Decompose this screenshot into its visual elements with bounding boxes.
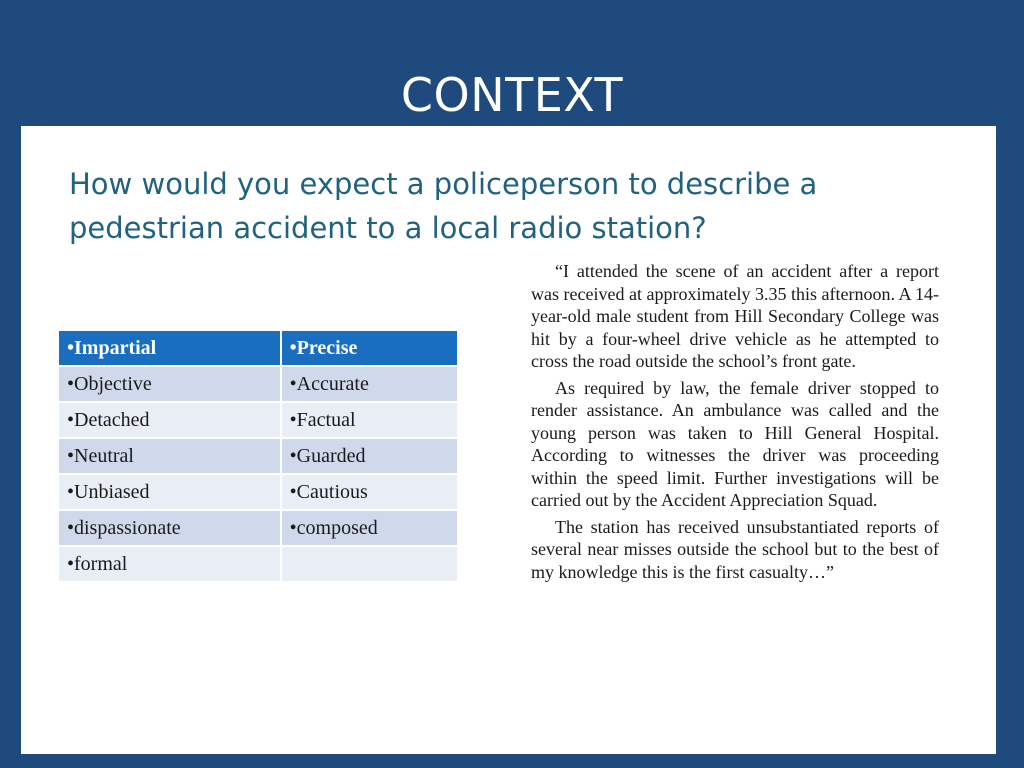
quote-paragraph: As required by law, the female driver stopped to render assistance. An ambulance was called and the young person was taken to Hill General Hospital. According to witnesses the driver was proceeding within the speed limit. Further investigations will be carried out by the Accident Appreciation Squad. (531, 377, 939, 510)
traits-table (59, 331, 459, 583)
table-header-row (59, 331, 458, 366)
table-cell: •Unbiased (59, 474, 281, 510)
table-row (59, 366, 458, 402)
content-panel (21, 126, 996, 754)
table-cell: •composed (281, 510, 458, 546)
table-cell: •Guarded (281, 438, 458, 474)
table-row (59, 546, 458, 582)
table-header-cell: •Precise (281, 331, 458, 366)
quote-paragraph: “I attended the scene of an accident after a report was received at approximately 3.35 this afternoon. A 14-year-old male student from Hill Secondary College was hit by a four-wheel drive vehicle as he attempted to cross the road outside the school’s front gate. (531, 261, 939, 371)
table-cell: •formal (59, 546, 281, 582)
table-row (59, 510, 458, 546)
table-cell: •Detached (59, 402, 281, 438)
table-header-cell: •Impartial (59, 331, 281, 366)
table-cell (281, 546, 458, 582)
police-quote (531, 260, 939, 587)
table-row (59, 438, 458, 474)
table-cell: •Neutral (59, 438, 281, 474)
slide-title: CONTEXT (400, 68, 624, 122)
table-row (59, 474, 458, 510)
question-heading: How would you expect a policeperson to describe a pedestrian accident to a local radio station? (69, 167, 818, 245)
table-cell: •Accurate (281, 366, 458, 402)
table-row (59, 402, 458, 438)
table-cell: •Cautious (281, 474, 458, 510)
table-cell: •dispassionate (59, 510, 281, 546)
table-cell: •Factual (281, 402, 458, 438)
quote-paragraph: The station has received unsubstantiated reports of several near misses outside the school but to the best of my knowledge this is the first casualty…” (531, 516, 939, 582)
table-cell: •Objective (59, 366, 281, 402)
